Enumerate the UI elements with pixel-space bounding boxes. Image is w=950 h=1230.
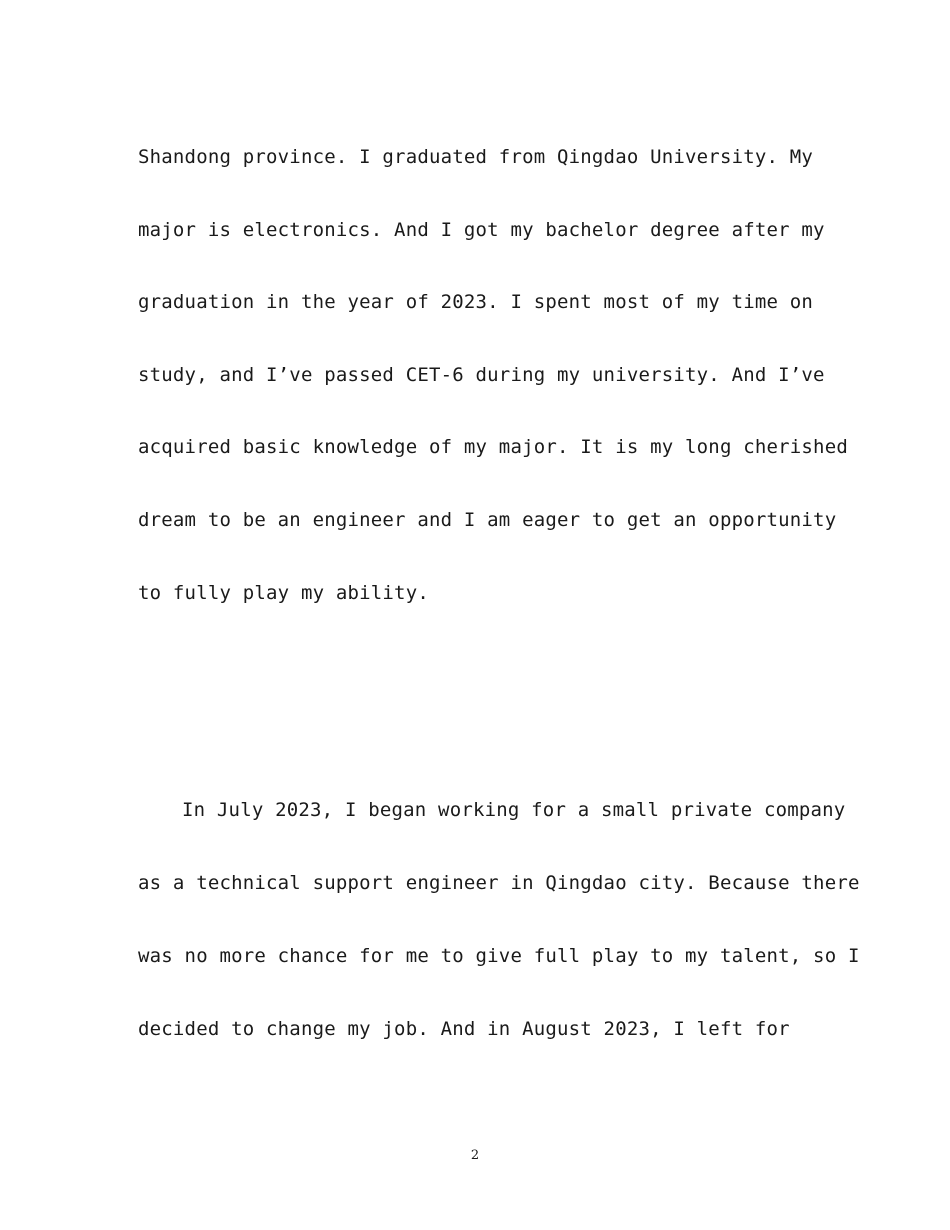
paragraph-line: In July 2023, I began working for a small private company xyxy=(182,799,846,821)
paragraph-line: was no more chance for me to give full play to my talent, so I xyxy=(138,945,860,967)
paragraph-line: to fully play my ability. xyxy=(138,582,429,604)
paragraph-line: dream to be an engineer and I am eager to get an opportunity xyxy=(138,509,837,531)
paragraph-line: decided to change my job. And in August 2023, I left for xyxy=(138,1018,790,1040)
paragraph-line: Shandong province. I graduated from Qingdao University. My xyxy=(138,146,814,168)
paragraph-line: as a technical support engineer in Qingdao city. Because there xyxy=(138,872,860,894)
paragraph-line: acquired basic knowledge of my major. It is my long cherished xyxy=(138,436,848,458)
paragraph-line: graduation in the year of 2023. I spent most of my time on xyxy=(138,291,814,313)
page-number: 2 xyxy=(470,1148,480,1163)
paragraph-line: major is electronics. And I got my bachelor degree after my xyxy=(138,219,825,241)
paragraph-line: study, and I’ve passed CET-6 during my university. And I’ve xyxy=(138,364,825,386)
